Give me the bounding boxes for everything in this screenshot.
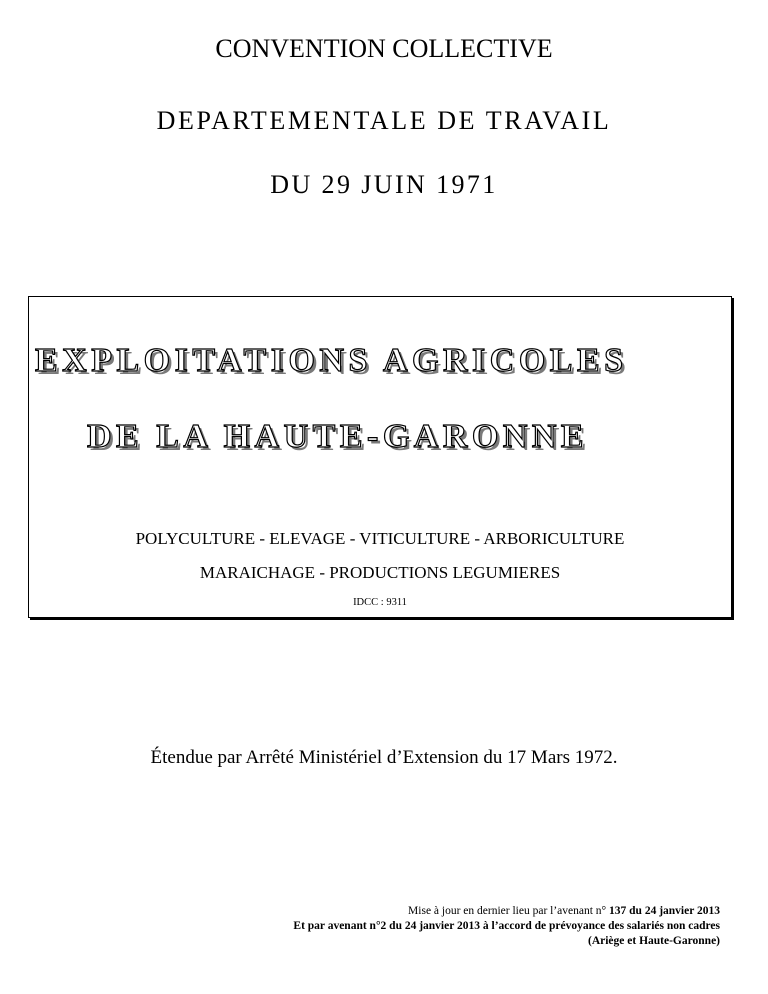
update-line-2: Et par avenant n°2 du 24 janvier 2013 à l’accord de prévoyance des salariés non cadres <box>293 920 720 932</box>
heading-date: DU 29 JUIN 1971 <box>270 170 498 199</box>
update-line-1-avenant: 137 du 24 janvier 2013 <box>609 905 720 917</box>
extension-note: Étendue par Arrêté Ministériel d’Extension du 17 Mars 1972. <box>150 747 618 768</box>
title-haute-garonne: DE LA HAUTE-GARONNE <box>87 418 589 455</box>
idcc-code: IDCC : 9311 <box>353 597 407 608</box>
heading-departementale: DEPARTEMENTALE DE TRAVAIL <box>156 106 612 135</box>
subtitle-activities-1: POLYCULTURE - ELEVAGE - VITICULTURE - ARBORICULTURE <box>135 529 625 548</box>
subtitle-activities-2: MARAICHAGE - PRODUCTIONS LEGUMIERES <box>199 563 561 582</box>
update-line-3: (Ariège et Haute-Garonne) <box>588 935 720 947</box>
update-line-1 <box>80 904 720 919</box>
title-box <box>28 296 732 618</box>
heading-convention-collective: CONVENTION COLLECTIVE <box>215 34 553 63</box>
update-note <box>80 904 720 949</box>
update-line-1-prefix: Mise à jour en dernier lieu par l’avenant n° <box>408 905 610 917</box>
title-exploitations-agricoles: EXPLOITATIONS AGRICOLES <box>35 342 628 379</box>
